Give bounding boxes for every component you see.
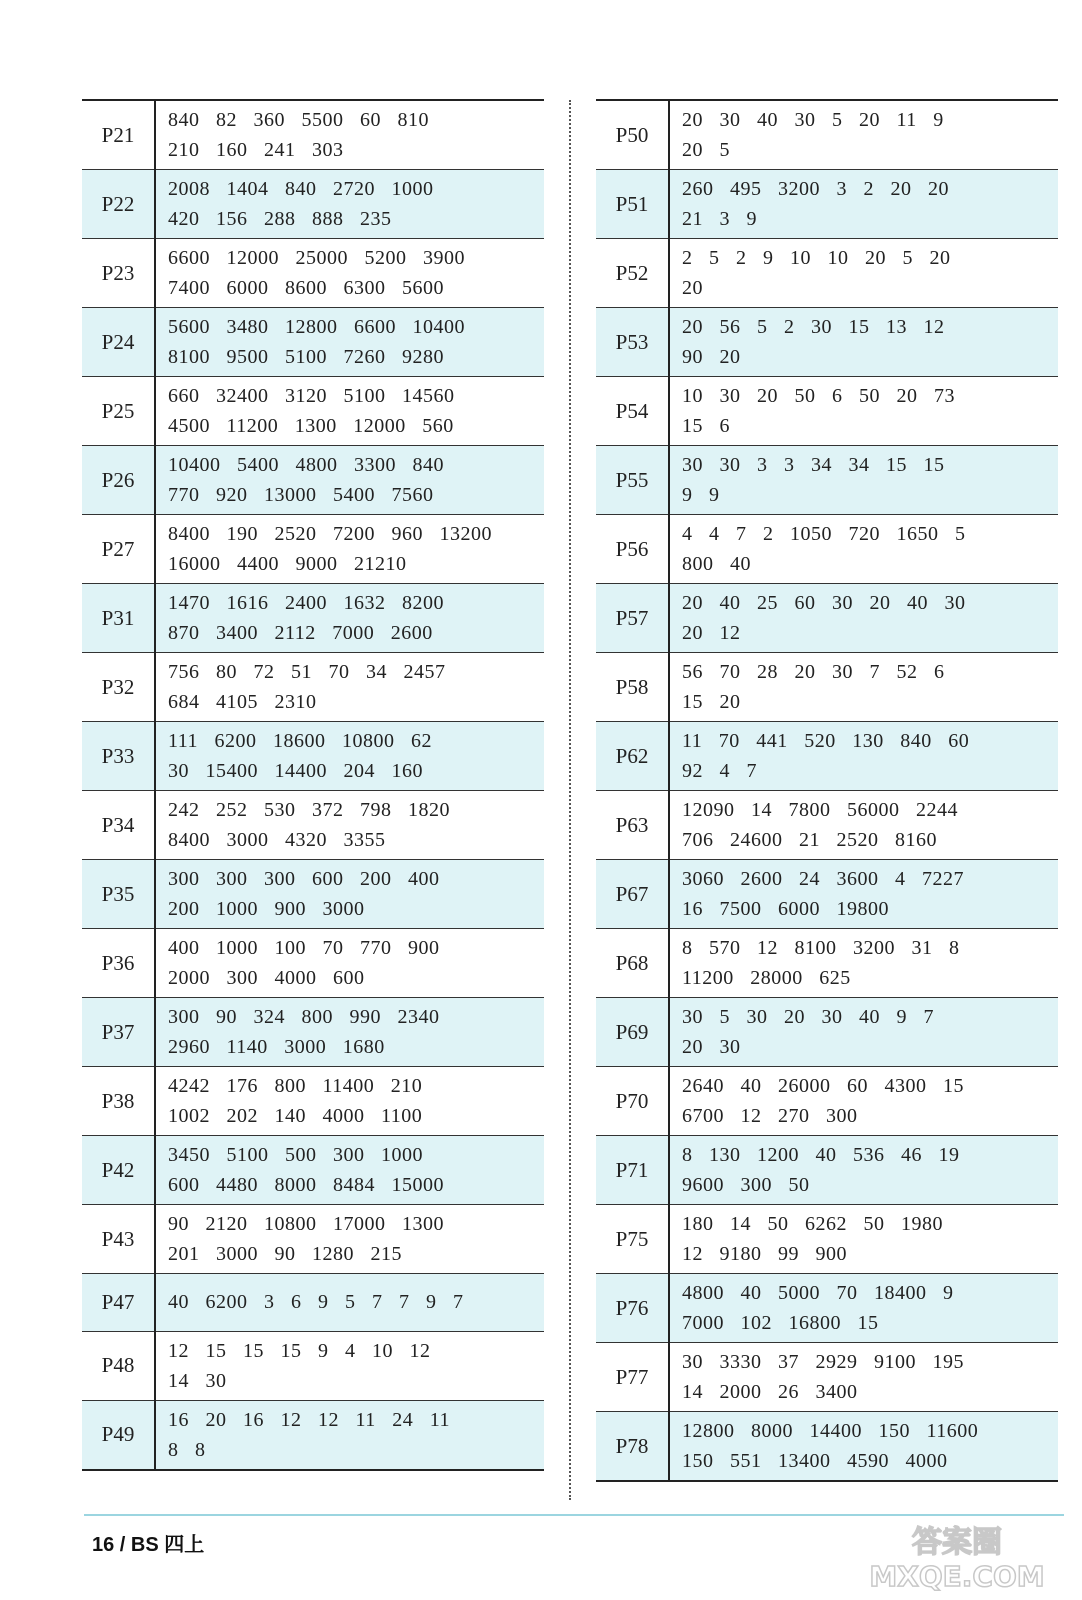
answer-row <box>82 100 544 170</box>
answers-cell <box>669 239 1058 308</box>
answers-line-2: 150 551 13400 4590 4000 <box>682 1450 948 1472</box>
answers-cell <box>669 515 1058 584</box>
answer-row <box>596 1067 1058 1136</box>
answers-cell <box>669 377 1058 446</box>
answers-line-1: 20 30 40 30 5 20 11 9 <box>682 109 944 131</box>
answers-cell <box>155 170 544 239</box>
answers-line-1: 40 6200 3 6 9 5 7 7 9 7 <box>168 1291 464 1314</box>
answers-line-1: 840 82 360 5500 60 810 <box>168 109 429 131</box>
answers-line-1: 11 70 441 520 130 840 60 <box>682 730 970 752</box>
answers-line-2: 90 20 <box>682 346 741 368</box>
answers-cell <box>155 722 544 791</box>
answer-row <box>596 584 1058 653</box>
answer-row <box>82 929 544 998</box>
page-number-cell: P49 <box>82 1400 155 1470</box>
answers-line-2: 770 920 13000 5400 7560 <box>168 484 434 506</box>
answers-line-2: 6700 12 270 300 <box>682 1105 858 1127</box>
answers-line-1: 56 70 28 20 30 7 52 6 <box>682 661 945 683</box>
answers-cell <box>155 860 544 929</box>
page-number-cell: P58 <box>596 653 669 722</box>
answers-line-2: 9 9 <box>682 484 720 506</box>
page-number-cell: P35 <box>82 860 155 929</box>
answers-cell <box>155 1274 544 1332</box>
answer-row <box>596 1136 1058 1205</box>
answers-cell <box>669 100 1058 170</box>
answer-row <box>596 929 1058 998</box>
page-number-cell: P55 <box>596 446 669 515</box>
page-number-cell: P56 <box>596 515 669 584</box>
watermark-top-text: 答案圈 <box>912 1525 1002 1560</box>
answer-row <box>596 998 1058 1067</box>
answer-row <box>82 1400 544 1470</box>
right-answer-column <box>596 99 1058 1482</box>
answers-cell <box>669 860 1058 929</box>
answer-row <box>82 446 544 515</box>
answers-cell <box>155 515 544 584</box>
answers-line-2: 2000 300 4000 600 <box>168 967 365 989</box>
page-number-cell: P68 <box>596 929 669 998</box>
answers-cell <box>155 584 544 653</box>
answers-cell <box>669 653 1058 722</box>
page-number-cell: P43 <box>82 1205 155 1274</box>
answers-line-2: 201 3000 90 1280 215 <box>168 1243 402 1265</box>
answers-line-1: 20 40 25 60 30 20 40 30 <box>682 592 966 614</box>
answers-line-1: 4 4 7 2 1050 720 1650 5 <box>682 523 966 545</box>
answers-cell <box>155 377 544 446</box>
answer-row <box>596 1205 1058 1274</box>
answers-line-2: 8100 9500 5100 7260 9280 <box>168 346 444 368</box>
right-answer-table <box>596 99 1058 1482</box>
answers-cell <box>155 100 544 170</box>
answers-cell <box>669 1136 1058 1205</box>
answers-line-2: 420 156 288 888 235 <box>168 208 392 230</box>
answers-line-1: 111 6200 18600 10800 62 <box>168 730 433 752</box>
answers-line-2: 20 12 <box>682 622 741 644</box>
page-number-cell: P78 <box>596 1412 669 1482</box>
answer-row <box>82 308 544 377</box>
answers-line-2: 20 30 <box>682 1036 741 1058</box>
answer-row <box>596 515 1058 584</box>
page-number-cell: P70 <box>596 1067 669 1136</box>
answers-line-2: 800 40 <box>682 553 751 575</box>
page-number-cell: P32 <box>82 653 155 722</box>
page-number-cell: P26 <box>82 446 155 515</box>
answers-line-1: 3060 2600 24 3600 4 7227 <box>682 868 964 890</box>
answers-line-2: 14 30 <box>168 1369 227 1392</box>
page-number-cell: P37 <box>82 998 155 1067</box>
answer-row <box>82 1205 544 1274</box>
page-number-cell: P53 <box>596 308 669 377</box>
answers-cell <box>669 308 1058 377</box>
answer-row <box>82 584 544 653</box>
answers-cell <box>669 929 1058 998</box>
answers-line-1: 3450 5100 500 300 1000 <box>168 1144 423 1166</box>
page-footer: 16 / BS 四上 <box>92 1534 205 1556</box>
left-answer-column <box>82 99 544 1471</box>
answers-cell <box>669 722 1058 791</box>
answers-line-1: 10400 5400 4800 3300 840 <box>168 454 444 476</box>
answers-line-1: 16 20 16 12 12 11 24 11 <box>168 1408 451 1431</box>
answers-line-1: 20 56 5 2 30 15 13 12 <box>682 316 945 338</box>
answers-line-1: 242 252 530 372 798 1820 <box>168 799 450 821</box>
answers-cell <box>669 1067 1058 1136</box>
answers-line-2: 870 3400 2112 7000 2600 <box>168 622 433 644</box>
answers-cell <box>669 998 1058 1067</box>
answers-cell <box>155 308 544 377</box>
answer-row <box>82 1274 544 1332</box>
answer-row <box>596 722 1058 791</box>
answers-line-2: 92 4 7 <box>682 760 757 782</box>
answers-line-2: 14 2000 26 3400 <box>682 1381 858 1403</box>
page-number-cell: P50 <box>596 100 669 170</box>
page-number-cell: P69 <box>596 998 669 1067</box>
answers-line-1: 300 90 324 800 990 2340 <box>168 1006 440 1028</box>
answer-row <box>82 860 544 929</box>
page-number-cell: P48 <box>82 1331 155 1400</box>
page-number-cell: P76 <box>596 1274 669 1343</box>
page-number-cell: P31 <box>82 584 155 653</box>
answers-line-2: 11200 28000 625 <box>682 967 851 989</box>
answers-line-1: 4242 176 800 11400 210 <box>168 1075 423 1097</box>
page-number-cell: P75 <box>596 1205 669 1274</box>
column-divider <box>569 100 571 1500</box>
answer-row <box>82 998 544 1067</box>
answers-line-2: 200 1000 900 3000 <box>168 898 365 920</box>
page-number-cell: P57 <box>596 584 669 653</box>
answers-line-1: 12800 8000 14400 150 11600 <box>682 1420 979 1442</box>
answer-row <box>596 1274 1058 1343</box>
answers-line-1: 12090 14 7800 56000 2244 <box>682 799 958 821</box>
answers-line-2: 20 <box>682 277 703 299</box>
answers-line-1: 8 130 1200 40 536 46 19 <box>682 1144 960 1166</box>
answers-line-1: 260 495 3200 3 2 20 20 <box>682 178 949 200</box>
answers-line-2: 2960 1140 3000 1680 <box>168 1036 385 1058</box>
answers-line-2: 8 8 <box>168 1438 206 1461</box>
answer-row <box>596 170 1058 239</box>
answers-line-2: 706 24600 21 2520 8160 <box>682 829 937 851</box>
answers-cell <box>669 1412 1058 1482</box>
page-number-cell: P67 <box>596 860 669 929</box>
answers-line-1: 30 30 3 3 34 34 15 15 <box>682 454 945 476</box>
page-number-cell: P23 <box>82 239 155 308</box>
answers-line-1: 660 32400 3120 5100 14560 <box>168 385 455 407</box>
answers-line-1: 400 1000 100 70 770 900 <box>168 937 440 959</box>
page-number-cell: P21 <box>82 100 155 170</box>
page-number-cell: P27 <box>82 515 155 584</box>
answers-cell <box>155 1067 544 1136</box>
answer-row <box>82 653 544 722</box>
answers-line-2: 7400 6000 8600 6300 5600 <box>168 277 444 299</box>
answers-line-1: 6600 12000 25000 5200 3900 <box>168 247 465 269</box>
answer-row <box>596 860 1058 929</box>
answer-row <box>82 722 544 791</box>
answers-line-1: 5600 3480 12800 6600 10400 <box>168 316 465 338</box>
answers-line-2: 1002 202 140 4000 1100 <box>168 1105 423 1127</box>
watermark-logo <box>862 1518 1052 1594</box>
answers-line-1: 8 570 12 8100 3200 31 8 <box>682 937 960 959</box>
answers-cell <box>669 791 1058 860</box>
answers-line-2: 684 4105 2310 <box>168 691 317 713</box>
answer-row <box>596 653 1058 722</box>
answer-row <box>596 308 1058 377</box>
answers-cell <box>155 1400 544 1470</box>
answers-line-2: 16000 4400 9000 21210 <box>168 553 407 575</box>
answers-line-1: 180 14 50 6262 50 1980 <box>682 1213 943 1235</box>
page-number-cell: P25 <box>82 377 155 446</box>
page-number-cell: P34 <box>82 791 155 860</box>
answers-cell <box>155 653 544 722</box>
answers-line-1: 10 30 20 50 6 50 20 73 <box>682 385 955 407</box>
answers-cell <box>155 239 544 308</box>
answers-line-1: 90 2120 10800 17000 1300 <box>168 1213 444 1235</box>
page-number-cell: P33 <box>82 722 155 791</box>
answers-cell <box>155 1331 544 1400</box>
answer-row <box>596 1343 1058 1412</box>
answers-line-1: 756 80 72 51 70 34 2457 <box>168 661 446 683</box>
answers-line-2: 4500 11200 1300 12000 560 <box>168 415 454 437</box>
page-number-cell: P77 <box>596 1343 669 1412</box>
answer-row <box>596 446 1058 515</box>
page-number-cell: P51 <box>596 170 669 239</box>
answers-cell <box>155 791 544 860</box>
answer-row <box>596 239 1058 308</box>
answer-row <box>82 1331 544 1400</box>
answers-line-2: 16 7500 6000 19800 <box>682 898 889 920</box>
answers-line-2: 9600 300 50 <box>682 1174 810 1196</box>
answers-line-2: 30 15400 14400 204 160 <box>168 760 423 782</box>
left-answer-table <box>82 99 544 1471</box>
answers-cell <box>155 1136 544 1205</box>
answers-cell <box>669 170 1058 239</box>
page-number-cell: P63 <box>596 791 669 860</box>
answers-cell <box>669 584 1058 653</box>
answers-line-2: 8400 3000 4320 3355 <box>168 829 386 851</box>
answer-row <box>82 791 544 860</box>
answers-line-1: 2008 1404 840 2720 1000 <box>168 178 434 200</box>
answers-line-1: 2640 40 26000 60 4300 15 <box>682 1075 964 1097</box>
answer-row <box>596 791 1058 860</box>
watermark-bottom-text: MXQE.COM <box>869 1560 1045 1593</box>
answers-line-1: 2 5 2 9 10 10 20 5 20 <box>682 247 951 269</box>
answer-row <box>82 239 544 308</box>
answers-line-1: 1470 1616 2400 1632 8200 <box>168 592 444 614</box>
page-number-cell: P47 <box>82 1274 155 1332</box>
page-number-cell: P36 <box>82 929 155 998</box>
answers-cell <box>669 1205 1058 1274</box>
answers-line-2: 12 9180 99 900 <box>682 1243 847 1265</box>
page-number-cell: P54 <box>596 377 669 446</box>
answer-row <box>596 377 1058 446</box>
page-number-cell: P38 <box>82 1067 155 1136</box>
answers-cell <box>669 1343 1058 1412</box>
page-number-cell: P52 <box>596 239 669 308</box>
footer-rule <box>84 1514 1064 1516</box>
answers-line-2: 15 6 <box>682 415 730 437</box>
answers-line-2: 210 160 241 303 <box>168 139 344 161</box>
answers-line-1: 30 3330 37 2929 9100 195 <box>682 1351 964 1373</box>
page-number-cell: P71 <box>596 1136 669 1205</box>
answers-line-2: 20 5 <box>682 139 730 161</box>
answer-row <box>596 100 1058 170</box>
answer-row <box>82 515 544 584</box>
page-number-cell: P62 <box>596 722 669 791</box>
answers-line-1: 300 300 300 600 200 400 <box>168 868 440 890</box>
answers-line-1: 4800 40 5000 70 18400 9 <box>682 1282 954 1304</box>
answers-line-2: 7000 102 16800 15 <box>682 1312 879 1334</box>
page-number-cell: P24 <box>82 308 155 377</box>
answers-line-2: 21 3 9 <box>682 208 757 230</box>
answers-line-1: 12 15 15 15 9 4 10 12 <box>168 1339 431 1362</box>
answer-row <box>82 377 544 446</box>
answer-row <box>596 1412 1058 1482</box>
answers-line-2: 15 20 <box>682 691 741 713</box>
answers-line-1: 30 5 30 20 30 40 9 7 <box>682 1006 934 1028</box>
answer-row <box>82 1136 544 1205</box>
answers-line-2: 600 4480 8000 8484 15000 <box>168 1174 444 1196</box>
answers-cell <box>669 446 1058 515</box>
page-number-cell: P42 <box>82 1136 155 1205</box>
answers-cell <box>155 998 544 1067</box>
answers-cell <box>155 1205 544 1274</box>
answers-cell <box>155 929 544 998</box>
page-number-cell: P22 <box>82 170 155 239</box>
answers-cell <box>669 1274 1058 1343</box>
answers-line-1: 8400 190 2520 7200 960 13200 <box>168 523 492 545</box>
answer-row <box>82 1067 544 1136</box>
answers-cell <box>155 446 544 515</box>
answer-row <box>82 170 544 239</box>
